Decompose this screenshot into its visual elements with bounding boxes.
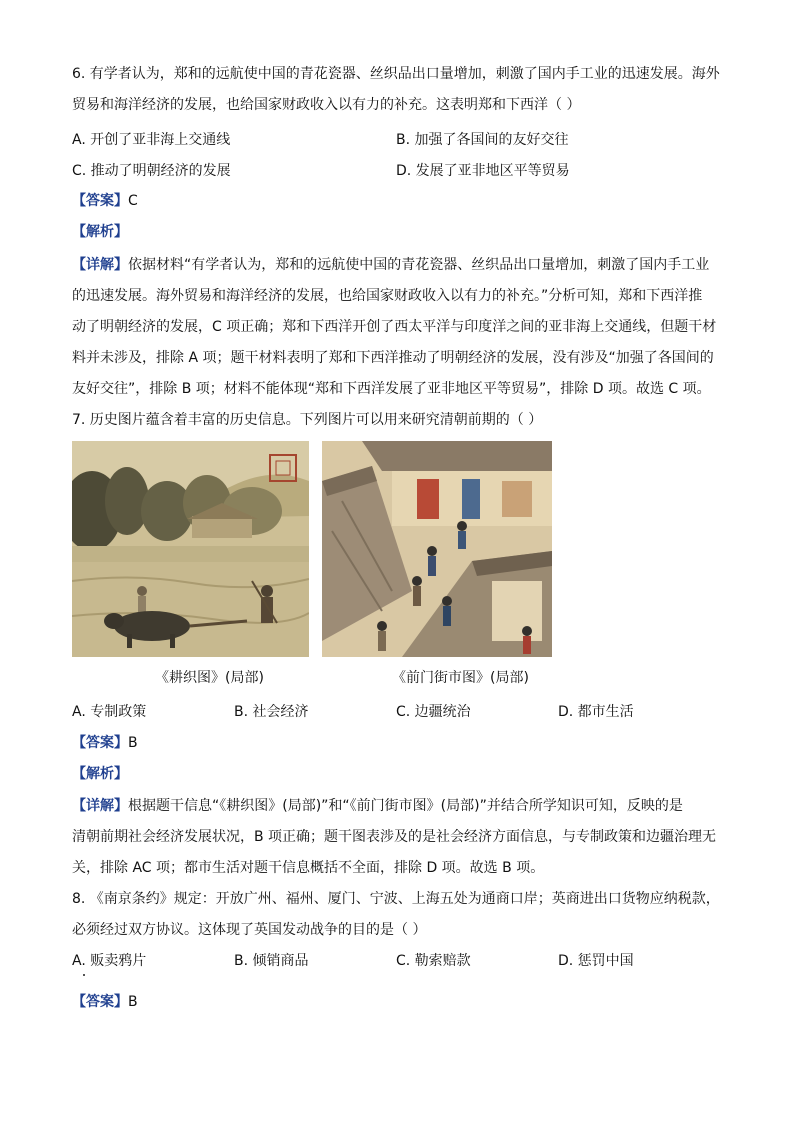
q6-detail-line2: 的迅速发展。海外贸易和海洋经济的发展，也给国家财政收入以有力的补充。”分析可知，郑和下西洋推 [72, 288, 703, 304]
detail-text: 依据材料“有学者认为，郑和的远航使中国的青花瓷器、丝织品出口量增加，刺激了国内手工业 [128, 257, 710, 273]
q7-detail-line2: 清朝前期社会经济发展状况，B 项正确；题干图表涉及的是社会经济方面信息，与专制政策和边疆治理无 [72, 829, 717, 845]
q6-detail-line5: 友好交往”，排除 B 项；材料不能体现“郑和下西洋发展了亚非地区平等贸易”，排除 D 项。故选 C 项。 [72, 381, 711, 397]
gengzhi-painting-illustration [72, 441, 309, 657]
answer-tag: 【答案】 [72, 193, 128, 209]
detail-tag: 【详解】 [72, 257, 128, 273]
answer-tag: 【答案】 [72, 994, 128, 1010]
q6-stem-line2: 贸易和海洋经济的发展，也给国家财政收入以有力的补充。这表明郑和下西洋（ ） [72, 97, 581, 113]
analysis-tag: 【解析】 [72, 766, 128, 782]
q8-option-a: A. 贩卖鸦片 [72, 953, 147, 969]
q8-stem-line1: 8. 《南京条约》规定：开放广州、福州、厦门、宁波、上海五处为通商口岸；英商进出口货物应纳税款， [72, 891, 720, 907]
gengzhi-caption: 《耕织图》(局部) [155, 670, 264, 686]
answer-tag: 【答案】 [72, 735, 128, 751]
q7-option-d: D. 都市生活 [558, 704, 634, 720]
q6-stem-line1: 6. 有学者认为，郑和的远航使中国的青花瓷器、丝织品出口量增加，刺激了国内手工业的迅速发展。海外 [72, 66, 720, 82]
q7-option-a: A. 专制政策 [72, 704, 147, 720]
q6-option-a: A. 开创了亚非海上交通线 [72, 132, 231, 148]
q6-option-d: D. 发展了亚非地区平等贸易 [396, 163, 570, 179]
q6-analysis [72, 222, 128, 242]
q6-detail-line4: 料并未涉及，排除 A 项；题干材料表明了郑和下西洋推动了明朝经济的发展，没有涉及“加强了各国间的 [72, 350, 714, 366]
qianmen-painting-illustration [322, 441, 552, 657]
q8-option-c: C. 勒索赔款 [396, 953, 471, 969]
q8-answer [72, 992, 138, 1012]
q6-option-c: C. 推动了明朝经济的发展 [72, 163, 231, 179]
q7-detail-line1 [72, 796, 683, 816]
q7-option-b: B. 社会经济 [234, 704, 309, 720]
q6-detail-line3: 动了明朝经济的发展，C 项正确；郑和下西洋开创了西太平洋与印度洋之间的亚非海上交通线，但题干材 [72, 319, 717, 335]
q8-option-d: D. 惩罚中国 [558, 953, 634, 969]
q6-answer [72, 191, 138, 211]
qianmen-painting [322, 441, 552, 657]
q8-option-b: B. 倾销商品 [234, 953, 309, 969]
detail-text: 根据题干信息“《耕织图》(局部)”和“《前门街市图》(局部)”并结合所学知识可知，反映的是 [128, 798, 683, 814]
detail-tag: 【详解】 [72, 798, 128, 814]
q7-detail-line3: 关，排除 AC 项；都市生活对题干信息概括不全面，排除 D 项。故选 B 项。 [72, 860, 545, 876]
q7-analysis [72, 764, 128, 784]
q7-answer [72, 733, 138, 753]
analysis-tag: 【解析】 [72, 224, 128, 240]
gengzhi-painting [72, 441, 309, 657]
answer-value: B [128, 994, 138, 1010]
q7-stem: 7. 历史图片蕴含着丰富的历史信息。下列图片可以用来研究清朝前期的（ ） [72, 412, 543, 428]
stray-dot [83, 974, 85, 976]
q8-stem-line2: 必须经过双方协议。这体现了英国发动战争的目的是（ ） [72, 922, 427, 938]
q6-detail-line1 [72, 255, 709, 275]
q6-option-b: B. 加强了各国间的友好交往 [396, 132, 569, 148]
q7-option-c: C. 边疆统治 [396, 704, 471, 720]
answer-value: B [128, 735, 138, 751]
qianmen-caption: 《前门街市图》(局部) [392, 670, 529, 686]
answer-value: C [128, 193, 138, 209]
